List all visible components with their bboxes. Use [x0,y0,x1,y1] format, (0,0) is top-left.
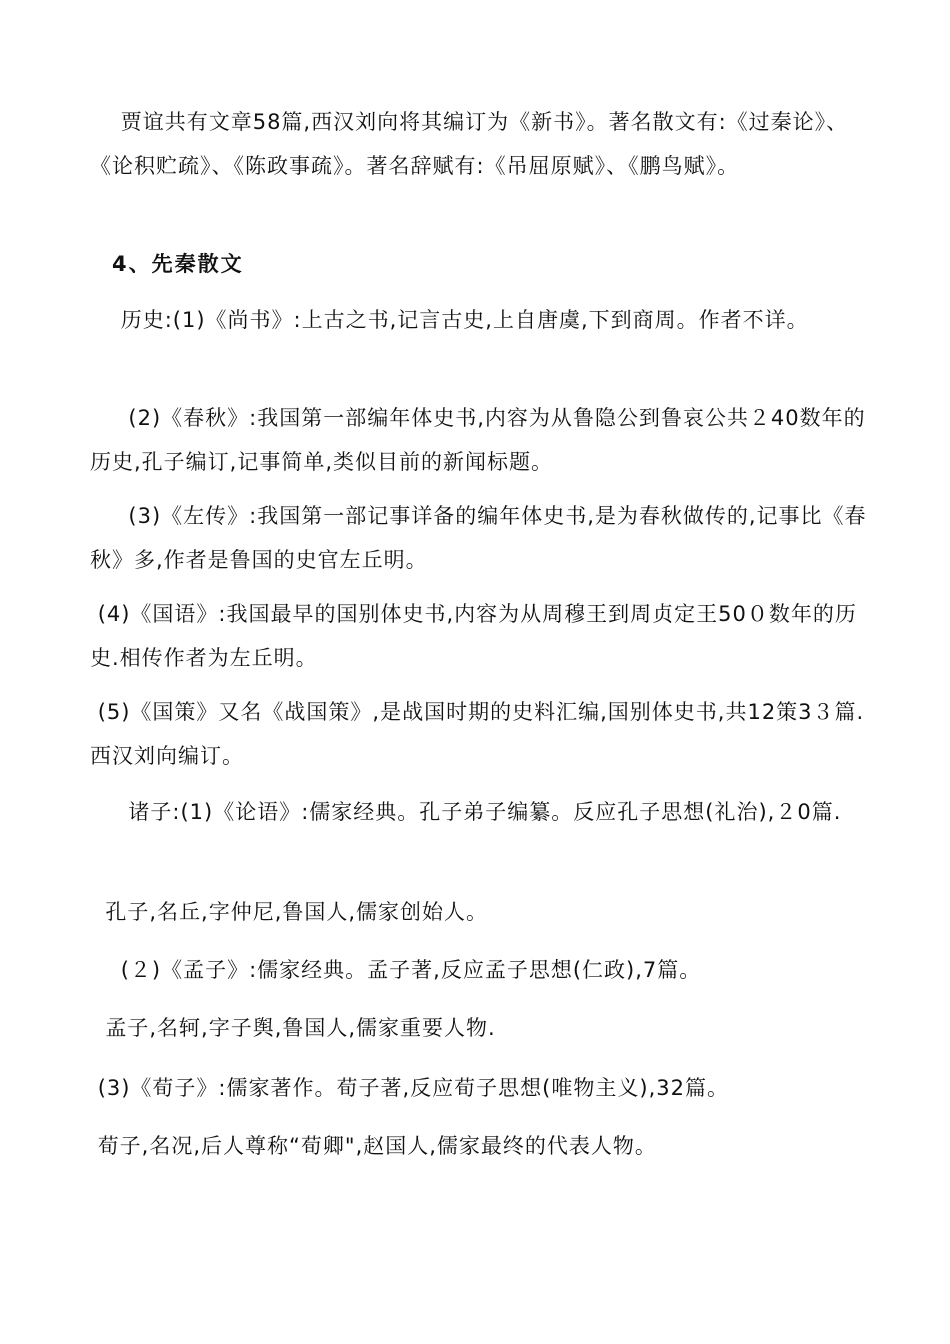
paragraph-jia-yi: 贾谊共有文章58篇,西汉刘向将其编订为《新书》。著名散文有:《过秦论》、《论积贮疏》、《陈政事疏》。著名辞赋有:《吊屈原赋》、《鹏鸟赋》。 [90,110,849,178]
paragraph-zuozhuan: (3)《左传》:我国第一部记事详备的编年体史书,是为春秋做传的,记事比《春秋》多,作者是鲁国的史官左丘明。 [90,504,867,572]
paragraph-xunzi-bio: 荀子,名况,后人尊称“荀卿",赵国人,儒家最终的代表人物。 [90,1134,657,1158]
paragraph-shangshu: 历史:(1)《尚书》:上古之书,记言古史,上自唐虞,下到商周。作者不详。 [90,308,809,332]
paragraph-guoce: (5)《国策》又名《战国策》,是战国时期的史料汇编,国别体史书,共12策3３篇.西汉刘向编订。 [90,700,865,768]
paragraph-chunqiu: (2)《春秋》:我国第一部编年体史书,内容为从鲁隐公到鲁哀公共２40数年的历史,孔子编订,记事简单,类似目前的新闻标题。 [90,406,866,474]
paragraph-xunzi: (3)《荀子》:儒家著作。荀子著,反应荀子思想(唯物主义),32篇。 [90,1076,729,1100]
paragraph-guoyu: (4)《国语》:我国最早的国别体史书,内容为从周穆王到周贞定王50０数年的历史.相传作者为左丘明。 [90,602,857,670]
paragraph-mengzi: (２)《孟子》:儒家经典。孟子著,反应孟子思想(仁政),7篇。 [90,958,702,982]
paragraph-mengzi-bio: 孟子,名轲,字子舆,鲁国人,儒家重要人物. [90,1016,496,1040]
paragraph-kongzi: 孔子,名丘,字仲尼,鲁国人,儒家创始人。 [90,900,489,924]
section-heading: 4、先秦散文 [112,252,244,276]
paragraph-lunyu: 诸子:(1)《论语》:儒家经典。孔子弟子编纂。反应孔子思想(礼治),２0篇. [90,800,842,824]
